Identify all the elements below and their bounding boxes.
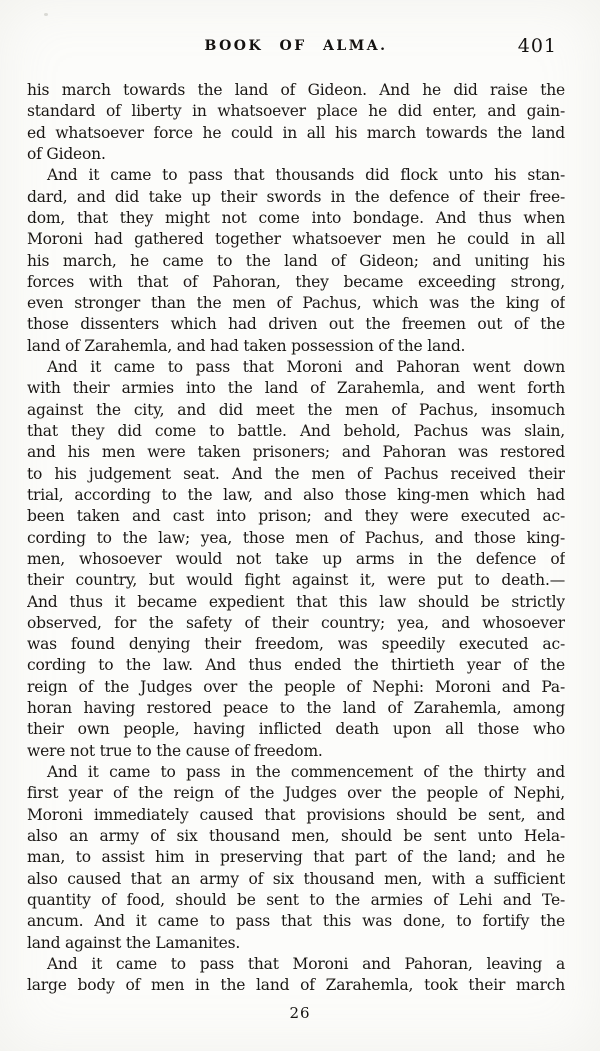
text-line: dard, and did take up their swords in the defence of their free- — [27, 187, 565, 206]
text-block — [27, 81, 565, 997]
text-line: And it came to pass in the commencement of the thirty and — [47, 763, 565, 781]
scan-speck — [44, 13, 48, 16]
text-line: standard of liberty in whatsoever place he did enter, and gain- — [27, 102, 565, 121]
text-line: even stronger than the men of Pachus, which was the king of — [27, 294, 565, 313]
text-line: ed whatsoever force he could in all his march towards the land — [27, 123, 565, 142]
text-line: Moroni had gathered together whatsoever men he could in all — [27, 230, 565, 249]
text-line: his march, he came to the land of Gideon; and uniting his — [27, 251, 565, 270]
text-line: cording to the law; yea, those men of Pachus, and those king- — [27, 528, 565, 547]
text-line: quantity of food, should be sent to the armies of Lehi and Te- — [27, 890, 565, 909]
text-line: land against the Lamanites. — [27, 933, 241, 952]
page-header — [27, 35, 565, 60]
text-line: of Gideon. — [27, 144, 106, 163]
text-line: forces with that of Pahoran, they became exceeding strong, — [27, 272, 565, 291]
text-line: And thus it became expedient that this law should be strictly — [27, 592, 565, 611]
text-line: also caused that an army of six thousand men, with a sufficient — [27, 869, 565, 888]
text-line: horan having restored peace to the land of Zarahemla, among — [27, 699, 565, 718]
text-line: man, to assist him in preserving that part of the land; and he — [27, 848, 565, 867]
text-line: large body of men in the land of Zarahemla, took their march — [27, 976, 565, 995]
text-line: their country, but would fight against it, were put to death.— — [27, 571, 565, 590]
text-line: been taken and cast into prison; and they were executed ac- — [27, 507, 565, 526]
text-line: his march towards the land of Gideon. And he did raise the — [27, 81, 565, 99]
text-line: their own people, having inflicted death upon all those who — [27, 720, 565, 739]
signature-mark: 26 — [289, 1004, 311, 1022]
text-line: And it came to pass that Moroni and Pahoran went down — [47, 358, 565, 377]
text-line: land of Zarahemla, and had taken possession of the land. — [27, 336, 466, 355]
text-line: also an army of six thousand men, should be sent unto Hela- — [27, 826, 565, 845]
text-line: Moroni immediately caused that provisions should be sent, and — [27, 805, 565, 824]
text-line: against the city, and did meet the men of Pachus, insomuch — [27, 400, 565, 419]
text-line: with their armies into the land of Zarahemla, and went forth — [27, 379, 565, 398]
text-line: that they did come to battle. And behold, Pachus was slain, — [27, 422, 565, 440]
text-line: ancum. And it came to pass that this was done, to fortify the — [27, 912, 565, 931]
running-head: BOOK OF ALMA. — [204, 38, 388, 54]
text-line: was found denying their freedom, was speedily executed ac- — [27, 635, 565, 654]
text-line: trial, according to the law, and also those king-men which had — [27, 485, 565, 504]
text-line: those dissenters which had driven out the freemen out of the — [27, 315, 565, 334]
text-line: dom, that they might not come into bondage. And thus when — [27, 208, 565, 227]
text-line: to his judgement seat. And the men of Pachus received their — [27, 464, 565, 483]
page-number: 401 — [517, 35, 557, 57]
text-line: And it came to pass that Moroni and Pahoran, leaving a — [47, 954, 565, 973]
text-line: first year of the reign of the Judges over the people of Nephi, — [27, 784, 565, 803]
text-line: men, whosoever would not take up arms in the defence of — [27, 549, 565, 568]
text-line: observed, for the safety of their country; yea, and whosoever — [27, 613, 565, 632]
text-line: And it came to pass that thousands did flock unto his stan- — [47, 166, 565, 185]
text-line: and his men were taken prisoners; and Pahoran was restored — [27, 443, 565, 462]
text-line: cording to the law. And thus ended the thirtieth year of the — [27, 656, 565, 675]
text-line: reign of the Judges over the people of Nephi: Moroni and Pa- — [27, 677, 565, 696]
text-line: were not true to the cause of freedom. — [27, 741, 323, 760]
